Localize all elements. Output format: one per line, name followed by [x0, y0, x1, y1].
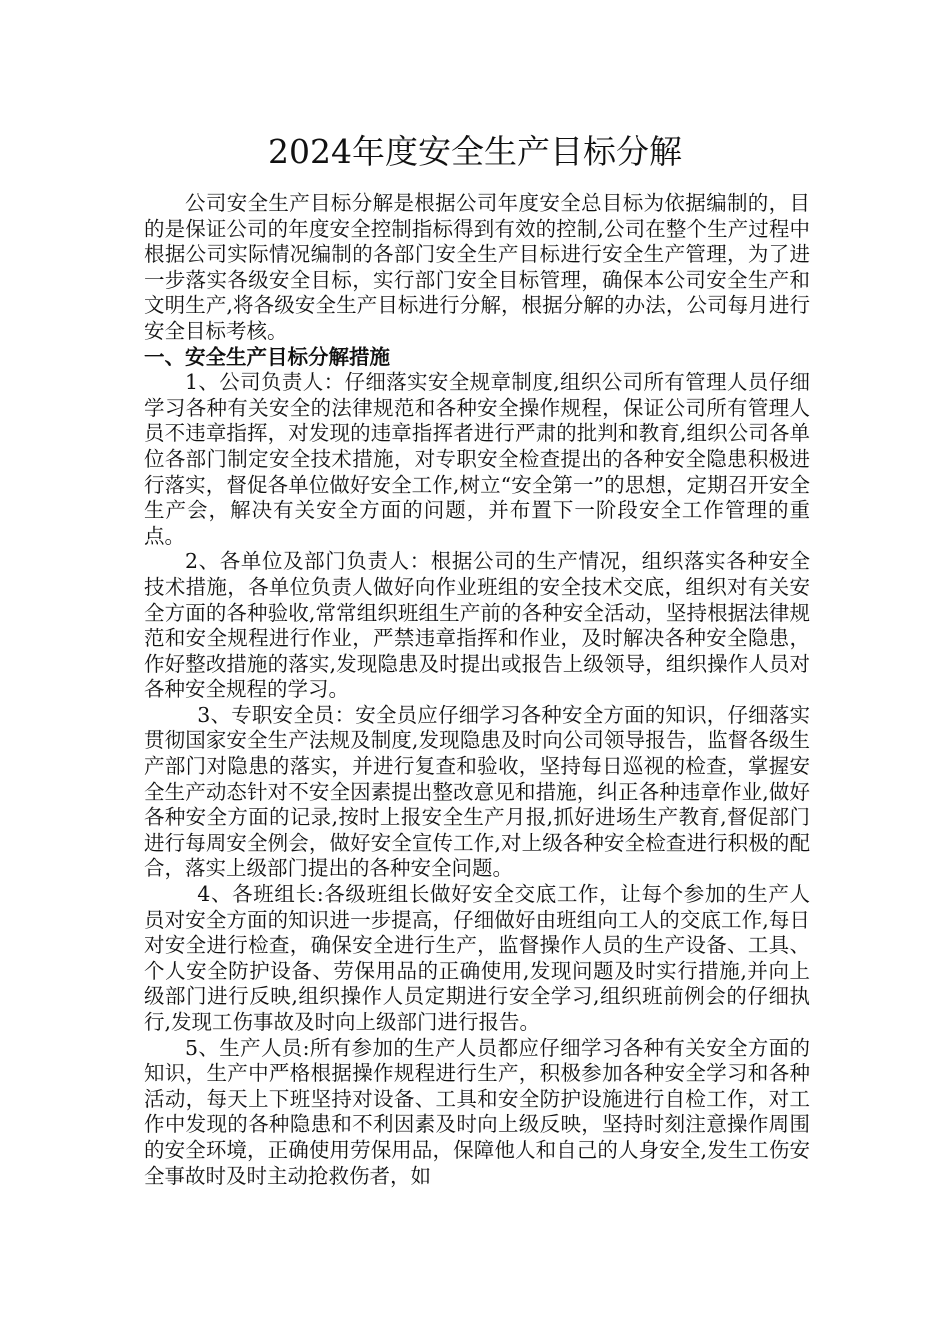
intro-paragraph: 公司安全生产目标分解是根据公司年度安全总目标为依据编制的，目的是保证公司的年度安全控制指标得到有效的控制,公司在整个生产过程中根据公司实际情况编制的各部门安全生产目标进行安全生产管理，为了进一步落实各级安全目标，实行部门安全目标管理，确保本公司安全生产和文明生产,将各级安全生产目标进行分解，根据分解的办法，公司每月进行安全目标考核。 [144, 191, 810, 343]
page-title: 2024年度安全生产目标分解 [268, 132, 682, 171]
list-item: 3、专职安全员：安全员应仔细学习各种安全方面的知识，仔细落实贯彻国家安全生产法规及制度,发现隐患及时向公司领导报告，监督各级生产部门对隐患的落实，并进行复查和验收，坚持每日巡视的检查，掌握安全生产动态针对不安全因素提出整改意见和措施，纠正各种违章作业,做好各种安全方面的记录,按时上报安全生产月报,抓好进场生产教育,督促部门进行每周安全例会，做好安全宣传工作,对上级各种安全检查进行积极的配合，落实上级部门提出的各种安全问题。 [144, 702, 810, 881]
list-item: 5、生产人员:所有参加的生产人员都应仔细学习各种有关安全方面的知识，生产中严格根据操作规程进行生产，积极参加各种安全学习和各种活动，每天上下班坚持对设备、工具和安全防护设施进行自检工作，对工作中发现的各种隐患和不利因素及时向上级反映，坚持时刻注意操作周围的安全环境，正确使用劳保用品，保障他人和自己的人身安全,发生工伤安全事故时及时主动抢救伤者，如 [144, 1035, 810, 1188]
list-item: 2、各单位及部门负责人：根据公司的生产情况，组织落实各种安全技术措施，各单位负责人做好向作业班组的安全技术交底，组织对有关安全方面的各种验收,常常组织班组生产前的各种安全活动，坚持根据法律规范和安全规程进行作业，严禁违章指挥和作业，及时解决各种安全隐患，作好整改措施的落实,发现隐患及时提出或报告上级领导，组织操作人员对各种安全规程的学习。 [144, 549, 810, 702]
section-heading: 一、安全生产目标分解措施 [144, 344, 390, 369]
list-item: 4、各班组长:各级班组长做好安全交底工作，让每个参加的生产人员对安全方面的知识进一步提高，仔细做好由班组向工人的交底工作,每日对安全进行检查，确保安全进行生产，监督操作人员的生产设备、工具、个人安全防护设备、劳保用品的正确使用,发现问题及时实行措施,并向上级部门进行反映,组织操作人员定期进行安全学习,组织班前例会的仔细执行,发现工伤事故及时向上级部门进行报告。 [144, 882, 810, 1034]
document-body [144, 191, 810, 1189]
list-item: 1、公司负责人：仔细落实安全规章制度,组织公司所有管理人员仔细学习各种有关安全的法律规范和各种安全操作规程，保证公司所有管理人员不违章指挥，对发现的违章指挥者进行严肃的批判和教育,组织公司各单位各部门制定安全技术措施，对专职安全检查提出的各种安全隐患积极进行落实，督促各单位做好安全工作,树立“安全第一”的思想，定期召开安全生产会，解决有关安全方面的问题，并布置下一阶段安全工作管理的重点。 [144, 370, 810, 548]
